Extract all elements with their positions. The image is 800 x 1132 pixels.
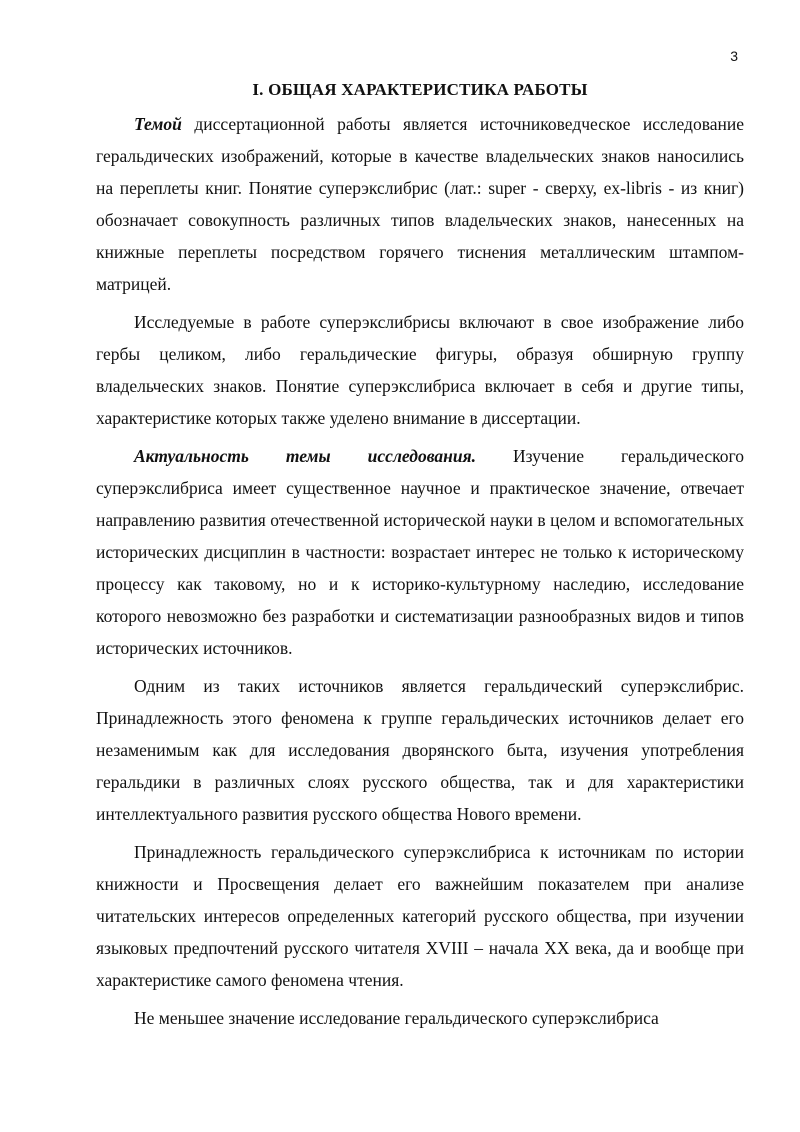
section-title: I. ОБЩАЯ ХАРАКТЕРИСТИКА РАБОТЫ [252, 80, 588, 99]
paragraph-heraldic-source [96, 670, 744, 830]
paragraph-lead: Актуальность темы исследования. [134, 446, 476, 466]
paragraph-text: Не меньшее значение исследование геральдического суперэкслибриса [134, 1008, 659, 1028]
paragraph-relevance [96, 440, 744, 664]
paragraph-lead: Темой [134, 114, 182, 134]
paragraph-scope [96, 306, 744, 434]
paragraph-text: Изучение геральдического суперэкслибриса имеет существенное научное и практическое значение, отвечает направлению развития отечественной исторической науки в целом и вспомогательных исторических дисциплин в частности: возрастает интерес не только к историческому процессу как таковому, но и к историко-культурному наследию, исследование которого невозможно без разработки и систематизации разнообразных видов и типов исторических источников. [96, 446, 744, 658]
paragraph-topic [96, 108, 744, 300]
paragraph-text: Принадлежность геральдического суперэкслибриса к источникам по истории книжности и Просвещения делает его важнейшим показателем при анализе читательских интересов определенных категорий русского общества, при изучении языковых предпочтений русского читателя XVIII – начала XX века, да и вообще при характеристике самого феномена чтения. [96, 842, 744, 990]
paragraph-text: Исследуемые в работе суперэкслибрисы включают в свое изображение либо гербы целиком, либо геральдические фигуры, образуя обширную группу владельческих знаков. Понятие суперэкслибриса включает в себя и другие типы, характеристике которых также уделено внимание в диссертации. [96, 312, 744, 428]
paragraph-continued [96, 1002, 744, 1034]
paragraph-text: Одним из таких источников является геральдический суперэкслибрис. Принадлежность этого феномена к группе геральдических источников делает его незаменимым как для исследования дворянского быта, изучения употребления геральдики в различных слоях русского общества, так и для характеристики интеллектуального развития русского общества Нового времени. [96, 676, 744, 824]
paragraph-text: диссертационной работы является источниковедческое исследование геральдических изображений, которые в качестве владельческих знаков наносились на переплеты книг. Понятие суперэкслибрис (лат.: super - сверху, ex-libris - из книг) обозначает совокупность различных типов владельческих знаков, нанесенных на книжные переплеты посредством горячего тиснения металлическим штампом-матрицей. [96, 114, 744, 294]
page-number: 3 [730, 48, 738, 64]
paragraph-book-history [96, 836, 744, 996]
